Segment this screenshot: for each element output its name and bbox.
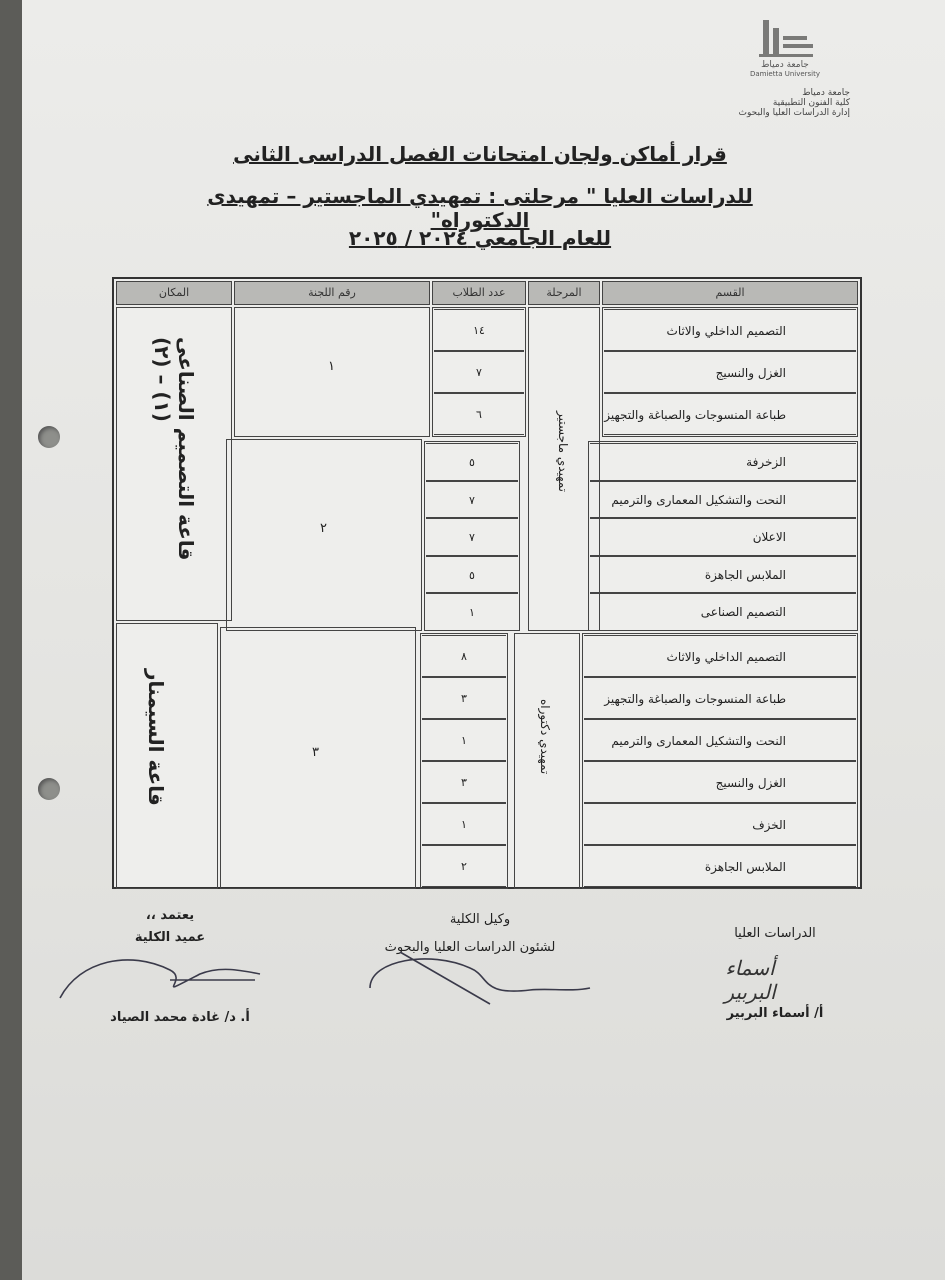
department-row-label: طباعة المنسوجات والصباغة والتجهيز: [584, 677, 856, 719]
committee-number-1: ١: [328, 359, 335, 374]
signature-postgrad-name: أ/ أسماء البربير: [726, 1006, 824, 1021]
department-row-label: الملابس الجاهزة: [584, 845, 856, 887]
header-line-department: إدارة الدراسات العليا والبحوث: [738, 108, 850, 118]
student-count-cell: ١٤: [434, 309, 524, 351]
department-row-label: طباعة المنسوجات والصباغة والتجهيز: [604, 393, 856, 435]
institution-header: [690, 88, 850, 118]
stage-phd-label: تمهيدي دكتوراه: [538, 699, 552, 775]
student-count-cell: ٦: [434, 393, 524, 435]
punch-hole: [38, 778, 60, 800]
header-department: القسم: [602, 281, 858, 305]
department-row-label: النحت والتشكيل المعمارى والترميم: [584, 719, 856, 761]
header-students: عدد الطلاب: [432, 281, 526, 305]
department-row-label: التصميم الداخلي والاثاث: [584, 635, 856, 677]
stage-master-label: تمهيدي ماجستير: [556, 411, 570, 493]
student-count-cell: ٣: [422, 677, 506, 719]
academic-year: للعام الجامعي ٢٠٢٤ / ٢٠٢٥: [348, 226, 612, 250]
student-count-cell: ١: [422, 803, 506, 845]
logo-english-text: Damietta University: [749, 70, 821, 78]
department-row-label: الزخرفة: [590, 443, 856, 481]
header-line-university: جامعة دمياط: [802, 88, 850, 98]
department-row-label: الاعلان: [590, 518, 856, 556]
document-title: قرار أماكن ولجان امتحانات الفصل الدراسى الثانى: [233, 142, 727, 166]
student-count-cell: ٧: [426, 518, 518, 556]
department-row-label: النحت والتشكيل المعمارى والترميم: [590, 481, 856, 519]
logo-arabic-text: جامعة دمياط: [761, 60, 809, 70]
signature-approve-label: يعتمد ،،: [145, 908, 195, 923]
student-count-cell: ٧: [434, 351, 524, 393]
handwritten-signatures-icon: [50, 940, 610, 1020]
department-row-label: الغزل والنسيج: [584, 761, 856, 803]
place-label-seminar-hall: قاعة السيمنار: [144, 669, 168, 806]
signature-dean-name: أ. د/ غادة محمد الصياد: [110, 1010, 250, 1025]
exam-committees-table: [112, 277, 862, 889]
signature-postgrad-title: الدراسات العليا: [734, 926, 816, 941]
student-count-cell: ٢: [422, 845, 506, 887]
committee-number-3: ٣: [312, 745, 319, 760]
student-count-cell: ٣: [422, 761, 506, 803]
student-count-cell: ١: [422, 719, 506, 761]
department-row-label: الغزل والنسيج: [604, 351, 856, 393]
student-count-cell: ٥: [426, 556, 518, 594]
student-count-cell: ٧: [426, 481, 518, 519]
signature-vice-dean-subtitle: لشئون الدراسات العليا والبحوث: [384, 940, 556, 955]
header-line-faculty: كلية الفنون التطبيقية: [772, 98, 850, 108]
signature-vice-dean-title: وكيل الكلية: [449, 912, 511, 927]
signature-dean-title: عميد الكلية: [134, 930, 206, 945]
department-row-label: التصميم الصناعى: [590, 593, 856, 631]
student-count-cell: ٥: [426, 443, 518, 481]
header-stage: المرحلة: [528, 281, 600, 305]
document-subtitle: للدراسات العليا " مرحلتى : تمهيدي الماجستير – تمهيدى الدكتوراه": [207, 184, 753, 232]
punch-hole: [38, 426, 60, 448]
department-row-label: الملابس الجاهزة: [590, 556, 856, 594]
department-row-label: الخزف: [584, 803, 856, 845]
student-count-cell: ١: [426, 593, 518, 631]
header-place: المكان: [116, 281, 232, 305]
logo-mark-icon: [755, 14, 815, 58]
signature-handwritten: أسماء البربير: [724, 956, 776, 1004]
student-count-cell: ٨: [422, 635, 506, 677]
committee-number-2: ٢: [320, 521, 327, 536]
department-row-label: التصميم الداخلي والاثاث: [604, 309, 856, 351]
place-label-industrial-design-hall: قاعة التصميم الصناعى (١) – (٢): [150, 337, 198, 561]
header-committee: رقم اللجنة: [234, 281, 430, 305]
university-logo: [730, 14, 840, 78]
